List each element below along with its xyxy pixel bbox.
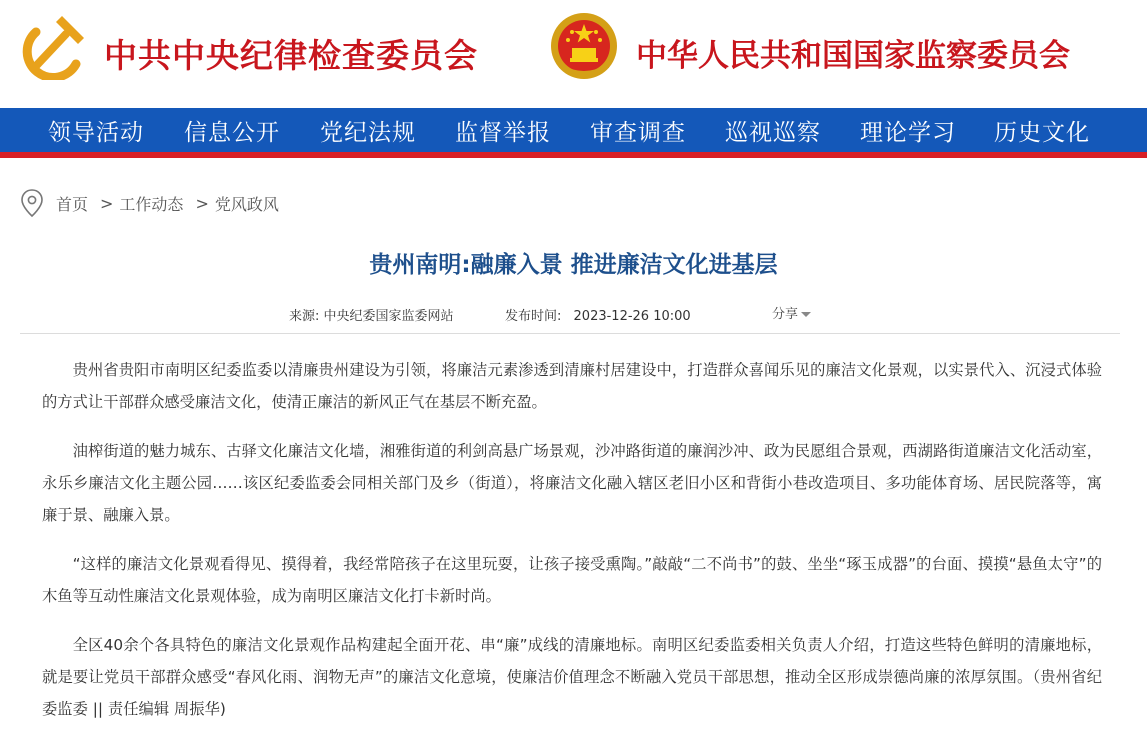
- chevron-down-icon: [801, 312, 811, 317]
- article-paragraph: 油榨街道的魅力城东、古驿文化廉洁文化墙，湘雅街道的利剑高悬广场景观，沙冲路街道的廉润沙冲、政为民愿组合景观，西湖路街道廉洁文化活动室，永乐乡廉洁文化主题公园……该区纪委监委会同相关部门及乡（街道），将廉洁文化融入辖区老旧小区和背街小巷改造项目、多功能体育场、居民院落等，寓廉于景、融廉入景。: [42, 442, 1102, 524]
- share-label: 分享: [772, 307, 799, 322]
- article-title: 贵州南明:融廉入景 推进廉洁文化进基层: [369, 252, 778, 278]
- article-source: [289, 305, 454, 324]
- nav-item-information[interactable]: 信息公开: [184, 120, 280, 146]
- national-emblem-icon[interactable]: [548, 10, 620, 82]
- source-label: 来源:: [289, 309, 320, 324]
- breadcrumb: [20, 188, 279, 218]
- source-value: 中央纪委国家监委网站: [323, 309, 454, 324]
- article-time: [505, 305, 691, 324]
- share-button[interactable]: [772, 303, 811, 322]
- nav-item-inspection[interactable]: 巡视巡察: [725, 120, 821, 146]
- main-nav: [0, 108, 1147, 158]
- divider: [20, 333, 1120, 334]
- cmc-title[interactable]: 中共中央纪律检查委员会: [104, 36, 478, 75]
- article-body: [42, 354, 1102, 742]
- nav-item-theory[interactable]: 理论学习: [860, 120, 956, 146]
- time-value: 2023-12-26 10:00: [573, 309, 691, 324]
- article-paragraph: 贵州省贵阳市南明区纪委监委以清廉贵州建设为引领，将廉洁元素渗透到清廉村居建设中，打造群众喜闻乐见的廉洁文化景观，以实景代入、沉浸式体验的方式让干部群众感受廉洁文化，使清正廉洁的新风正气在基层不断充盈。: [42, 361, 1102, 411]
- site-header: [0, 0, 1147, 108]
- nsc-title[interactable]: 中华人民共和国国家监察委员会: [636, 38, 1070, 74]
- breadcrumb-separator: >: [195, 193, 209, 213]
- location-pin-icon: [20, 188, 44, 218]
- nav-item-regulations[interactable]: 党纪法规: [320, 120, 416, 146]
- nav-item-leadership[interactable]: 领导活动: [48, 120, 144, 146]
- breadcrumb-separator: >: [100, 193, 114, 213]
- nav-item-investigation[interactable]: 审查调查: [590, 120, 686, 146]
- nav-item-history[interactable]: 历史文化: [994, 120, 1090, 146]
- breadcrumb-conduct[interactable]: 党风政风: [214, 194, 279, 214]
- nav-item-supervision-report[interactable]: 监督举报: [455, 120, 551, 146]
- breadcrumb-work-news[interactable]: 工作动态: [119, 194, 184, 214]
- hammer-sickle-icon[interactable]: [22, 12, 90, 80]
- time-label: 发布时间:: [505, 309, 562, 324]
- article-paragraph: “这样的廉洁文化景观看得见、摸得着，我经常陪孩子在这里玩耍，让孩子接受熏陶。”敲敲“二不尚书”的鼓、坐坐“琢玉成器”的台面、摸摸“悬鱼太守”的木鱼等互动性廉洁文化景观体验，成为南明区廉洁文化打卡新时尚。: [42, 555, 1102, 605]
- breadcrumb-home[interactable]: 首页: [56, 194, 89, 214]
- article-paragraph: 全区40余个各具特色的廉洁文化景观作品构建起全面开花、串“廉”成线的清廉地标。南明区纪委监委相关负责人介绍，打造这些特色鲜明的清廉地标，就是要让党员干部群众感受“春风化雨、润物无声”的廉洁文化意境，使廉洁价值理念不断融入党员干部思想，推动全区形成崇德尚廉的浓厚氛围。（贵州省纪委监委 || 责任编辑 周振华): [42, 636, 1102, 718]
